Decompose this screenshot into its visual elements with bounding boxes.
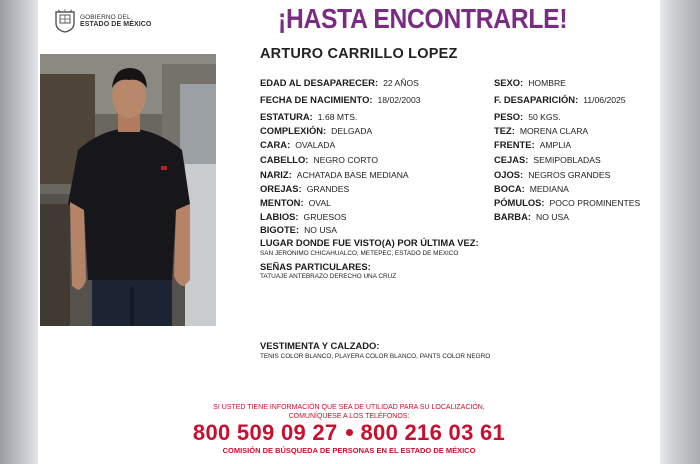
field-ears-value: GRANDES [306,184,350,194]
clothing-label: VESTIMENTA Y CALZADO: [260,340,380,351]
field-nose-value: ACHATADA BASE MEDIANA [296,170,409,180]
field-mustache-label: BIGOTE: [260,224,300,235]
separator-dot-icon [346,429,353,436]
field-cheekbones-value: POCO PROMINENTES [549,198,641,208]
field-disappearance-date-value: 11/06/2025 [583,95,626,105]
logo-text [80,14,151,29]
field-eyes-label: OJOS: [494,169,524,180]
logo-line-2: ESTADO DE MÉXICO [80,21,152,28]
field-ears [260,183,349,194]
field-mustache-value: NO USA [304,225,338,235]
background-left-blur [0,0,38,464]
field-beard [494,211,569,222]
phone-number-2[interactable]: 800 216 03 61 [360,420,506,445]
commission-name: COMISIÓN DE BÚSQUEDA DE PERSONAS EN EL ESTADO DE MÉXICO [222,446,476,455]
particular-marks-label: SEÑAS PARTICULARES: [260,261,371,272]
particular-marks-value: TATUAJE ANTEBRAZO DERECHO UNA CRUZ [260,273,397,280]
last-seen-value: SAN JERONIMO CHICAHUALCO, METEPEC, ESTADO DE MEXICO [260,250,459,257]
field-weight-label: PESO: [494,111,524,122]
background-right-blur [660,0,700,464]
phone-numbers [38,420,660,446]
phone-number-1[interactable]: 800 509 09 27 [192,420,338,445]
field-forehead-value: AMPLIA [539,140,572,150]
field-build [260,125,372,136]
field-disappearance-date [494,94,626,105]
person-name: ARTURO CARRILLO LOPEZ [260,46,458,62]
field-face [260,139,335,150]
field-hair-value: NEGRO CORTO [313,155,379,165]
field-chin-value: OVAL [308,198,331,208]
field-sex-label: SEXO: [494,77,524,88]
field-forehead [494,139,571,150]
field-mouth-value: MEDIANA [529,184,569,194]
field-eyes-value: NEGROS GRANDES [528,170,611,180]
field-face-value: OVALADA [295,140,336,150]
field-mouth [494,183,569,194]
clothing-value: TENIS COLOR BLANCO, PLAYERA COLOR BLANCO, PANTS COLOR NEGRO [260,353,491,360]
field-eyebrows [494,154,601,165]
field-nose-label: NARIZ: [260,169,292,180]
field-height-label: ESTATURA: [260,111,313,122]
field-birth-date-label: FECHA DE NACIMIENTO: [260,94,373,105]
field-age [260,77,419,88]
field-eyes [494,169,610,180]
last-seen-label: LUGAR DONDE FUE VISTO(A) POR ÚLTIMA VEZ: [260,237,479,248]
field-cheekbones [494,197,640,208]
field-nose [260,169,409,180]
person-photo [40,54,216,326]
field-face-label: CARA: [260,139,291,150]
field-mouth-label: BOCA: [494,183,525,194]
field-sex [494,77,566,88]
field-complexion-value: MORENA CLARA [519,126,589,136]
field-chin [260,197,331,208]
field-hair [260,154,378,165]
field-eyebrows-value: SEMIPOBLADAS [533,155,601,165]
field-sex-value: HOMBRE [528,78,566,88]
field-complexion [494,125,588,136]
field-birth-date [260,94,421,105]
state-government-logo [54,9,151,33]
contact-info-line-2: COMUNÍQUESE A LOS TELÉFONOS: [288,412,410,420]
field-build-value: DELGADA [331,126,373,136]
field-weight-value: 50 KGS. [528,112,561,122]
logo-line-1: GOBIERNO DEL [80,13,131,21]
field-mustache [260,224,337,235]
state-seal-icon [54,9,76,33]
field-hair-label: CABELLO: [260,154,309,165]
field-height [260,111,357,122]
field-eyebrows-label: CEJAS: [494,154,529,165]
field-chin-label: MENTON: [260,197,304,208]
contact-info-line-1: SI USTED TIENE INFORMACIÓN QUE SEA DE UTILIDAD PARA SU LOCALIZACIÓN, [213,404,485,411]
field-complexion-label: TEZ: [494,125,515,136]
missing-person-poster [38,0,660,464]
field-ears-label: OREJAS: [260,183,302,194]
field-age-label: EDAD AL DESAPARECER: [260,77,379,88]
field-lips-label: LABIOS: [260,211,299,222]
field-height-value: 1.68 MTS. [317,112,358,122]
contact-info [38,404,660,421]
field-beard-label: BARBA: [494,211,531,222]
field-lips [260,211,347,222]
field-build-label: COMPLEXIÓN: [260,125,327,136]
field-age-value: 22 AÑOS [383,78,419,88]
headline: ¡HASTA ENCONTRARLE! [278,3,568,34]
field-weight [494,111,561,122]
field-disappearance-date-label: F. DESAPARICIÓN: [494,94,579,105]
field-forehead-label: FRENTE: [494,139,535,150]
field-cheekbones-label: PÓMULOS: [494,197,545,208]
field-lips-value: GRUESOS [303,212,347,222]
field-beard-value: NO USA [535,212,569,222]
field-birth-date-value: 18/02/2003 [377,95,421,105]
person-photo-illustration [40,54,216,326]
